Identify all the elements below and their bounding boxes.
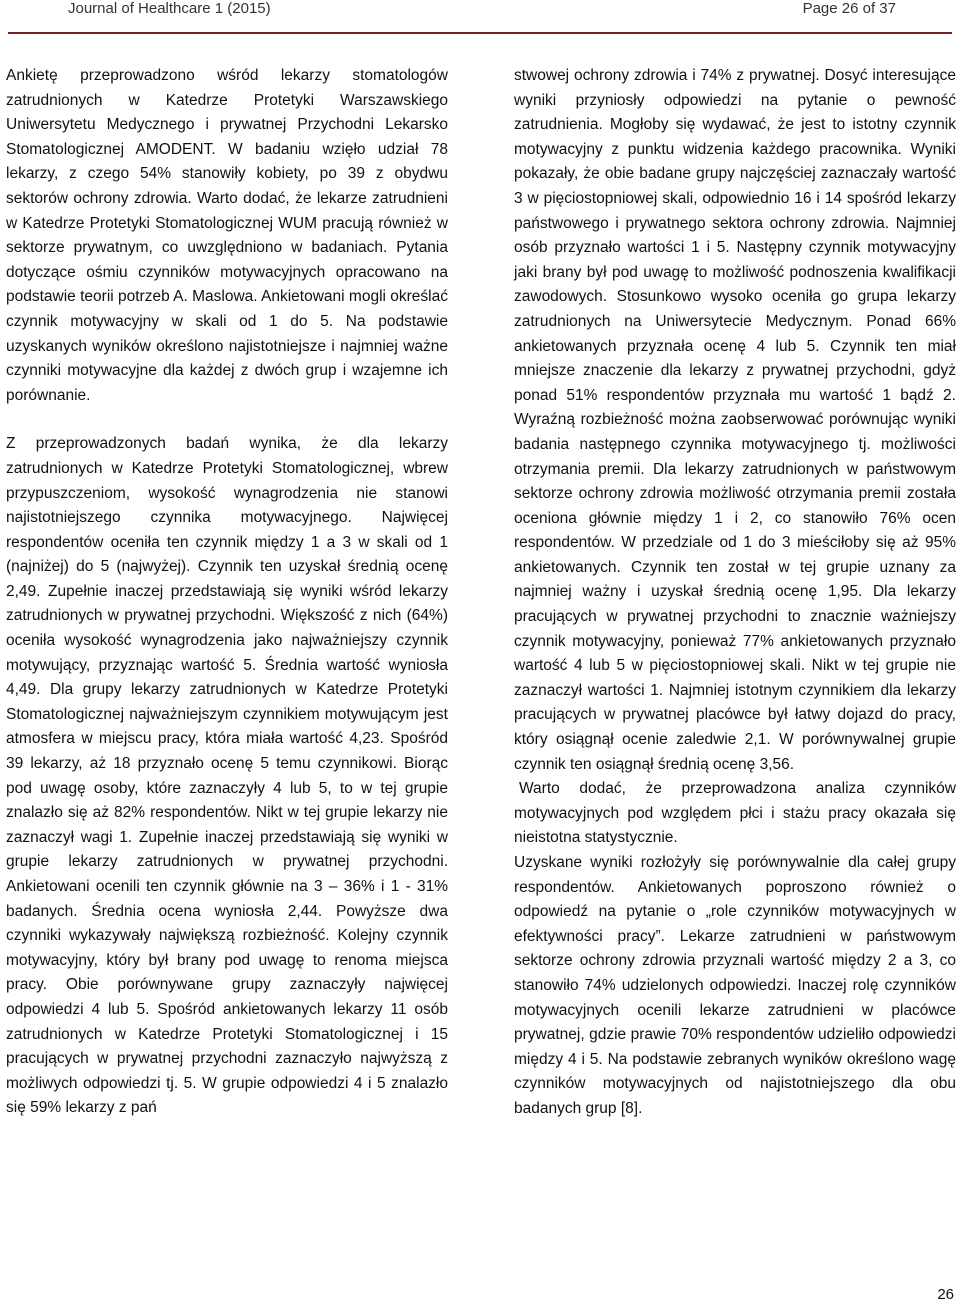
page-label: Page 26 of 37 (802, 0, 896, 17)
left-paragraph-2: Z przeprowadzonych badań wynika, że dla lekarzy zatrudnionych w Katedrze Protetyki Stomatologicznej, wbrew przypuszczeniom, wysokość wynagrodzenia nie stanowi najistotniejszego czynnika motywacyjnego. Najwięcej respondentów oceniła ten czynnik między 1 a 3 w skali od 1 (najniżej) do 5 (najwyżej). Czynnik ten uzyskał średnią ocenę 2,49. Zupełnie inaczej przedstawiają się wyniki wśród lekarzy zatrudnionych w prywatnej przychodni. Większość z nich (64%) oceniła wysokość wynagrodzenia jako najważniejszy czynnik motywujący, przyznając wartość 5. Średnia wartość wyniosła 4,49. Dla grupy lekarzy zatrudnionych w Katedrze Protetyki Stomatologicznej najważniejszym czynnikiem motywującym jest atmosfera w miejscu pracy, która miała wartość 4,23. Spośród 39 lekarzy, aż 18 przyznało ocenę 5 temu czynnikowi. Biorąc pod uwagę osoby, które zaznaczyły 4 lub 5, to w tej grupie znalazło się aż 82% respondentów. Nikt w tej grupie lekarzy nie zaznaczył wagi 1. Zupełnie inaczej przedstawiają się wyniki w grupie lekarzy zatrudnionych w prywatnej przychodni. Ankietowani ocenili ten czynnik głównie na 3 – 36% i 1 - 31% badanych. Średnia ocena wyniosła 2,44. Powyższe dwa czynniki wykazywały największą rozbieżność. Kolejny czynnik motywacyjny, który był brany pod uwagę to renoma miejsca pracy. Obie porównywane grupy zaznaczyły najwięcej odpowiedzi 4 lub 5. Spośród ankietowanych lekarzy 11 osób zatrudnionych w Katedrze Protetyki Stomatologicznej i 15 pracujących w prywatnej przychodni zaznaczyło najwyższą z możliwych odpowiedzi tj. 5. W grupie odpowiedzi 4 i 5 znalazło się 59% lekarzy z pań (6, 435, 448, 1117)
header-rule (8, 32, 952, 34)
right-paragraph-3: Uzyskane wyniki rozłożyły się porównywalnie dla całej grupy respondentów. Ankietowanych poproszono również o odpowiedź na pytanie o „role czynników motywacyjnych w efektywności pracy”. Lekarze zatrudnieni w państwowym sektorze ochrony zdrowia przyznali wartość między 2 a 3, co stanowiło 74% udzielonych odpowiedzi. Inaczej rolę czynników motywacyjnych ocenili lekarze zatrudnieni w placówce prywatnej, gdzie prawie 70% respondentów udzieliło odpowiedzi między 4 i 5. Na podstawie zebranych wyników określono wagę czynników motywacyjnych od najistotniejszego dla obu badanych grup [8]. (514, 854, 956, 1117)
left-column (6, 64, 448, 1121)
page-number: 26 (937, 1286, 954, 1303)
right-column (514, 64, 956, 1122)
left-paragraph-1: Ankietę przeprowadzono wśród lekarzy stomatologów zatrudnionych w Katedrze Protetyki Warszawskiego Uniwersytetu Medycznego i prywatnej Przychodni Lekarsko Stomatologicznej AMODENT. W badaniu wzięło udział 78 lekarzy, z czego 54% stanowiły kobiety, po 39 z obydwu sektorów ochrony zdrowia. Warto dodać, że lekarze zatrudnieni w Katedrze Protetyki Stomatologicznej WUM pracują również w sektorze prywatnym, co uwzględniono w badaniach. Pytania dotyczące ośmiu czynników motywacyjnych opracowano na podstawie teorii potrzeb A. Maslowa. Ankietowani mogli określać czynnik motywacyjny w skali od 1 do 5. Na podstawie uzyskanych wyników określono najistotniejsze i najmniej ważne czynniki motywacyjne dla każdej z dwóch grup i wzajemne ich porównanie. (6, 67, 448, 404)
journal-title: Journal of Healthcare 1 (2015) (68, 0, 271, 17)
right-paragraph-1: stwowej ochrony zdrowia i 74% z prywatnej. Dosyć interesujące wyniki przyniosły odpowiedzi na pytanie o pewność zatrudnienia. Mogłoby się wydawać, że jest to istotny czynnik motywacyjny z punktu widzenia każdego pracownika. Wyniki pokazały, że obie badane grupy najczęściej zaznaczały wartość 3 w pięciostopniowej skali, odpowiednio 16 i 14 spośród lekarzy państwowego i prywatnego sektora ochrony zdrowia. Najmniej osób przyznało wartości 1 i 5. Następny czynnik motywacyjny jaki brany był pod uwagę to możliwość podnoszenia kwalifikacji zawodowych. Stosunkowo wysoko oceniła go grupa lekarzy zatrudnionych na Uniwersytecie Medycznym. Ponad 66% ankietowanych przyznała ocenę 4 lub 5. Czynnik ten miał mniejsze znaczenie dla lekarzy z prywatnej przychodni, gdyż ponad 51% respondentów przyznała mu wartość 1 bądź 2. Wyraźną rozbieżność można zaobserwować porównując wyniki badania następnego czynnika motywacyjnego tj. możliwości otrzymania premii. Dla lekarzy zatrudnionych w państwowym sektorze ochrony zdrowia możliwość otrzymania premii została oceniona głównie między 1 i 2, co stanowiło 76% ocen respondentów. W przedziale od 1 do 3 mieściłoby się aż 95% ankietowanych. Czynnik ten został w tej grupie uznany za najmniej ważny i uzyskał średnią ocenę 1,95. Dla lekarzy pracujących w prywatnej przychodni to znacznie ważniejszy czynnik motywacyjny, ponieważ 77% ankietowanych przyznało wartość 4 lub 5 w pięciostopniowej skali. Nikt w tej grupie nie zaznaczył wartości 1. Najmniej istotnym czynnikiem dla lekarzy pracujących w prywatnej placówce był łatwy dojazd do pracy, który osiągnął ocenie zaledwie 2,1. W porównywalnej grupie czynnik ten osiągnął średnią ocenę 3,56. (514, 67, 956, 773)
page-header (0, 0, 960, 36)
right-paragraph-2: Warto dodać, że przeprowadzona analiza czynników motywacyjnych pod względem płci i stażu pracy okazała się nieistotna statystycznie. (514, 780, 956, 847)
